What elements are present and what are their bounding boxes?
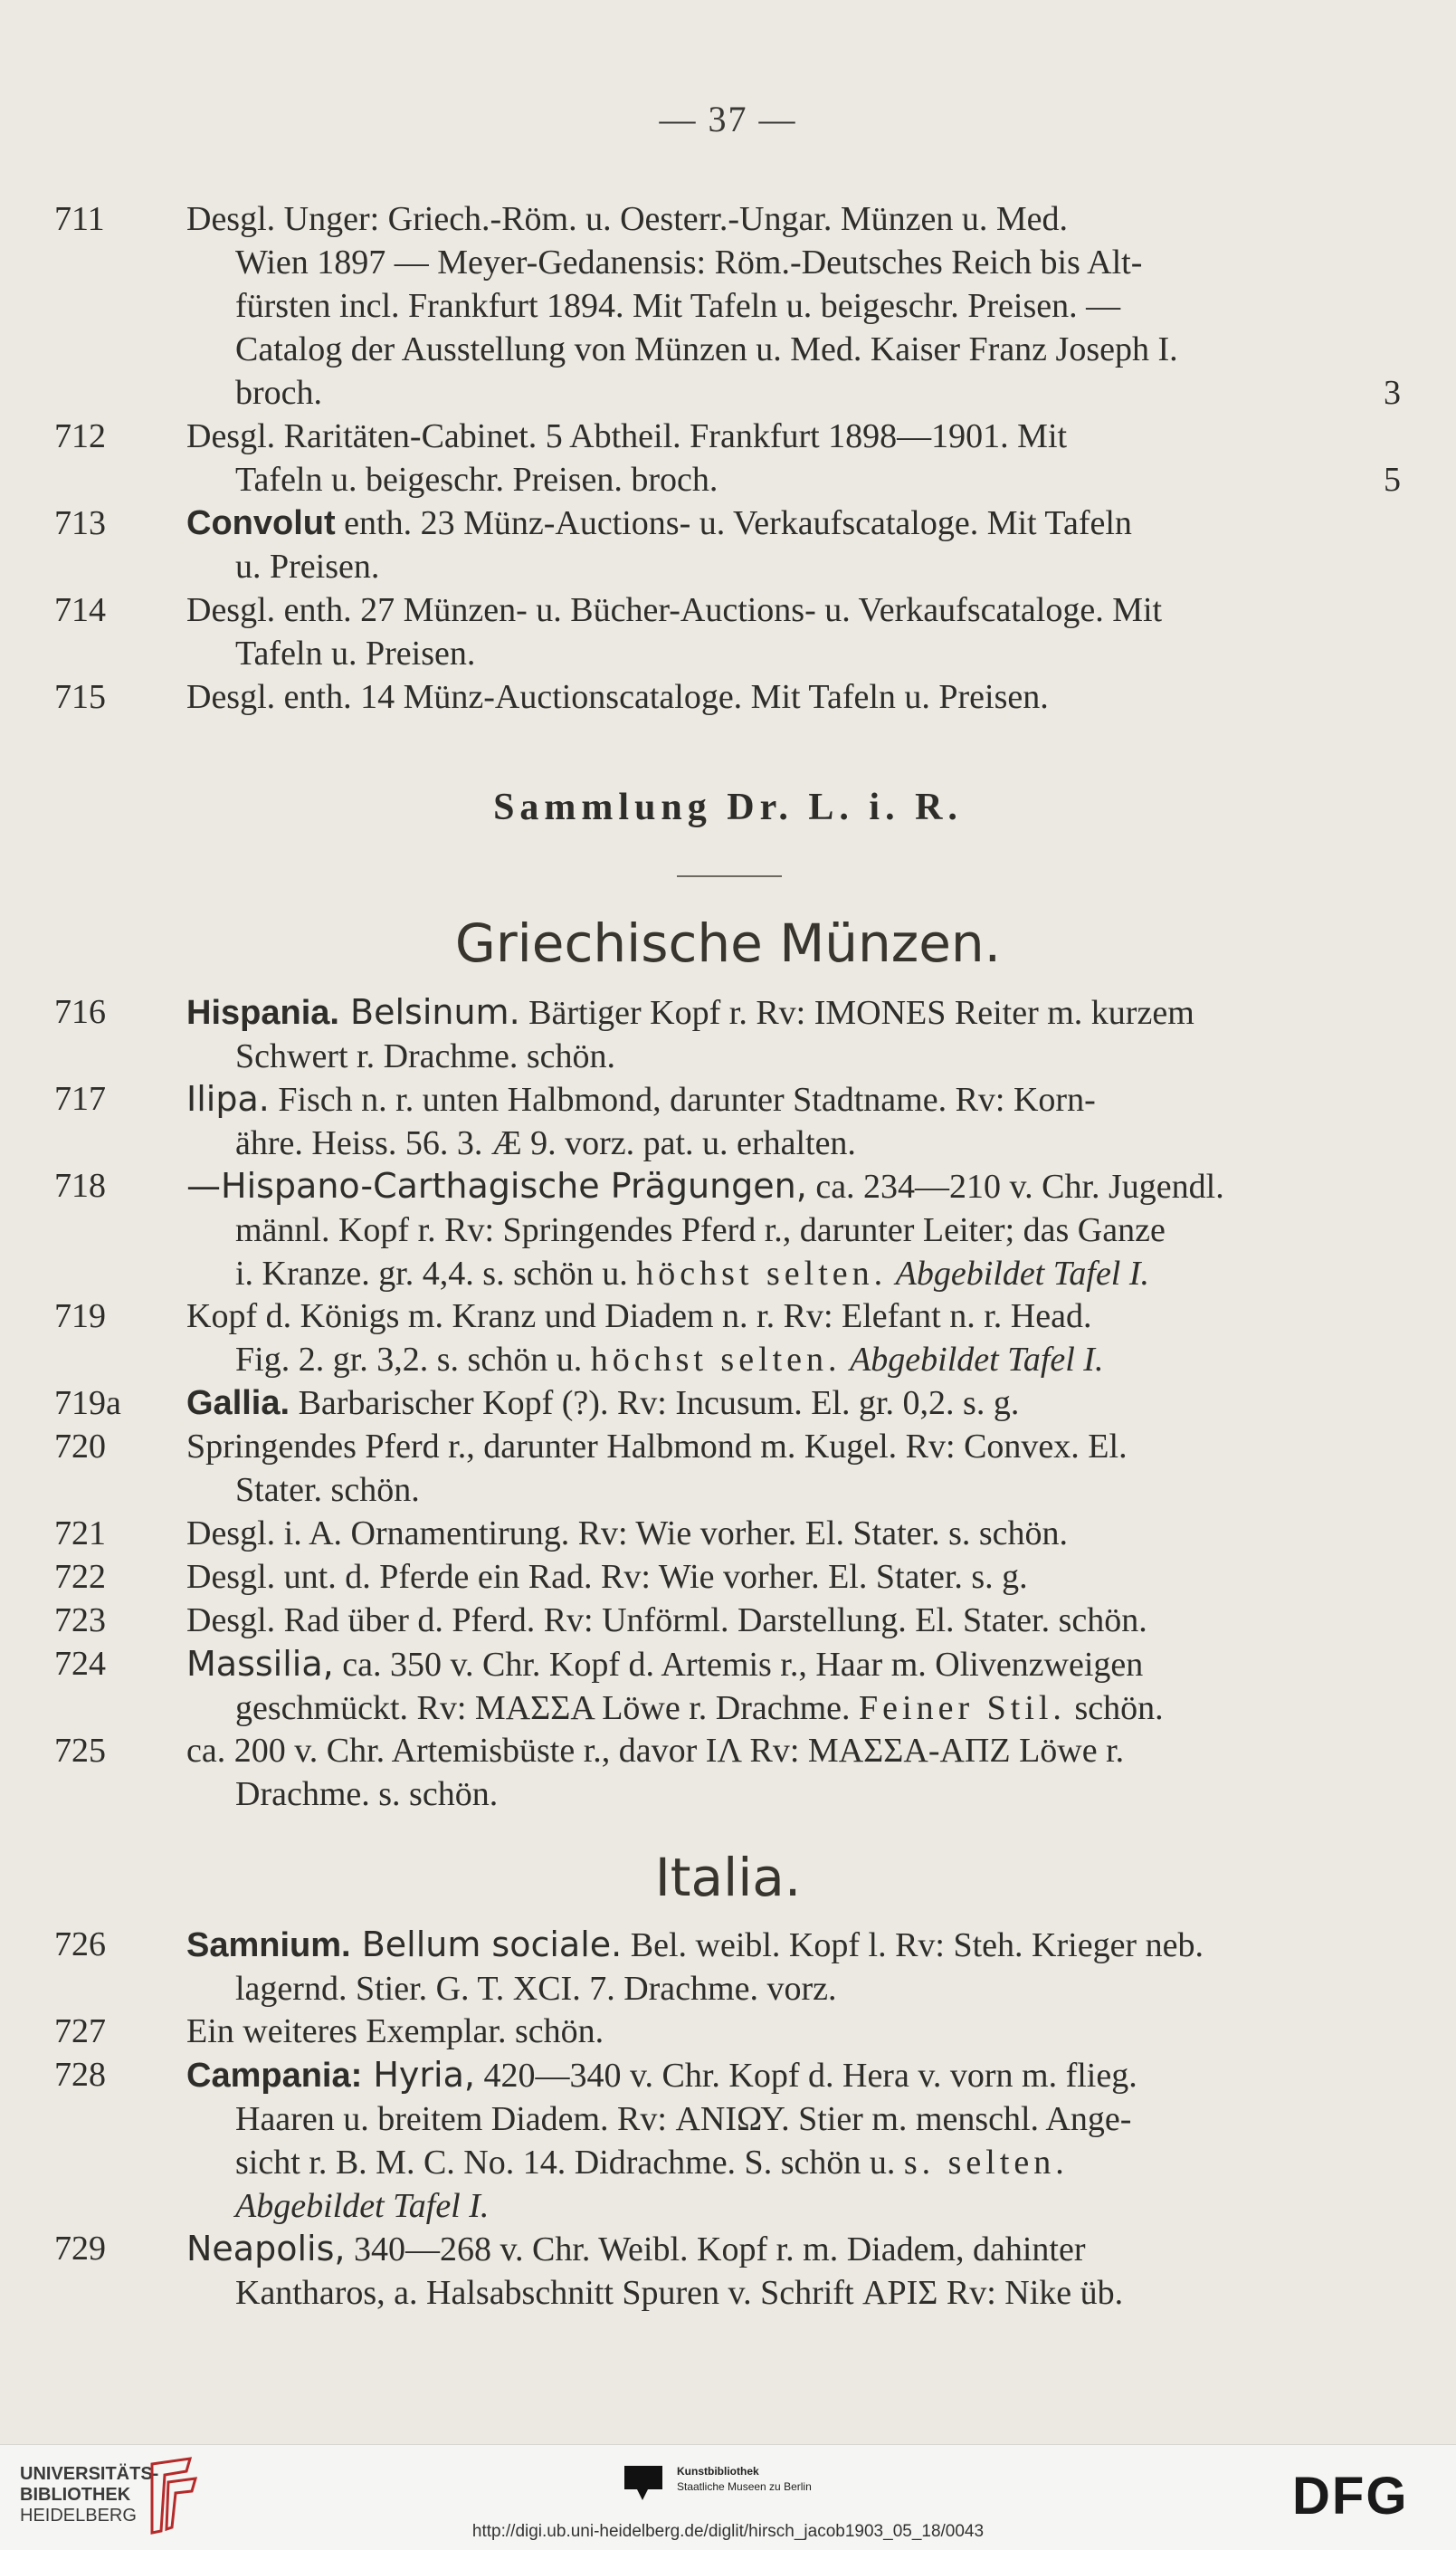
entry-number: 719a <box>54 1384 121 1422</box>
entry-line-text: Fisch n. r. unten Halbmond, darunter Stadtname. Rv: Korn- <box>269 1081 1096 1119</box>
entry-line <box>235 2271 1412 2315</box>
entry-line <box>186 1294 1412 1338</box>
entry-line-text: Schwert r. Drachme. schön. <box>235 1037 615 1075</box>
entry-line-text: fürsten incl. Frankfurt 1894. Mit Tafeln u. beigeschr. Preisen. — <box>235 287 1121 325</box>
entry-line-text: ca. 200 v. Chr. Artemisbüste r., davor ΙΛ Rv: ΜΑΣΣΑ-ΑΠΖ Löwe r. <box>186 1732 1125 1770</box>
entry-line-text: Desgl. i. A. Ornamentirung. Rv: Wie vorher. El. Stater. s. schön. <box>186 1514 1069 1552</box>
entry-number: 724 <box>54 1645 106 1683</box>
catalog-entry <box>54 1077 1412 1165</box>
catalog-entry <box>54 1425 1412 1512</box>
entry-line-text: Wien 1897 — Meyer-Gedanensis: Röm.-Deutsches Reich bis Alt- <box>235 244 1143 282</box>
entry-place: Hyria, <box>362 2055 475 2095</box>
entry-line <box>186 1381 1412 1425</box>
entry-text <box>186 675 1412 719</box>
entry-line-text: Haaren u. breitem Diadem. Rv: ΑΝΙΩΥ. Stier m. menschl. Ange- <box>235 2100 1132 2138</box>
entry-line-text: Bärtiger Kopf r. Rv: IMONES Reiter m. kurzem <box>519 994 1194 1032</box>
catalog-entry <box>54 990 1412 1078</box>
entry-number: 723 <box>54 1601 106 1639</box>
page-number: — 37 — <box>659 99 797 139</box>
catalog-entry <box>54 1923 1412 2010</box>
entry-text <box>186 197 1412 415</box>
entry-line <box>186 1599 1412 1642</box>
section-heading-italia: Italia. <box>654 1847 802 1908</box>
entry-line <box>235 1252 1412 1295</box>
entry-line <box>235 458 1412 501</box>
entry-line <box>186 501 1412 545</box>
heading-divider <box>677 875 782 877</box>
section-heading-greek: Griechische Münzen. <box>454 912 1002 974</box>
catalog-entry <box>54 1729 1412 1816</box>
entry-line-text: Barbarischer Kopf (?). Rv: Incusum. El. gr. 0,2. s. g. <box>290 1384 1020 1422</box>
entry-place: Ilipa. <box>186 1079 270 1119</box>
entry-line <box>186 1425 1412 1468</box>
entry-text <box>186 1294 1412 1381</box>
entry-line <box>235 241 1412 284</box>
entry-line-text: ca. 234—210 v. Chr. Jugendl. <box>806 1168 1224 1206</box>
entry-text <box>186 2053 1412 2228</box>
entry-place: Bellum sociale. <box>350 1924 623 1964</box>
entry-line-text: ca. 350 v. Chr. Kopf d. Artemis r., Haar m. Olivenzweigen <box>333 1646 1144 1684</box>
entry-line-text: Springendes Pferd r., darunter Halbmond m. Kugel. Rv: Convex. El. <box>186 1428 1128 1466</box>
catalog-entry <box>54 675 1412 719</box>
entry-text <box>186 1425 1412 1512</box>
entry-text <box>186 588 1412 675</box>
entry-line <box>235 1122 1412 1165</box>
catalog-entry <box>54 415 1412 501</box>
catalog-entry <box>54 1294 1412 1381</box>
entry-line-text: i. Kranze. gr. 4,4. s. schön u. <box>235 1255 637 1293</box>
catalog-entry <box>54 197 1412 415</box>
entry-line-text: Tafeln u. Preisen. <box>235 635 476 673</box>
entry-region: Campania: <box>186 2057 363 2095</box>
catalog-entry <box>54 1599 1412 1642</box>
entry-number: 727 <box>54 2012 106 2050</box>
entry-line <box>186 588 1412 632</box>
entry-number: 714 <box>54 591 106 629</box>
entry-line <box>186 197 1412 241</box>
entry-line <box>186 2053 1412 2097</box>
entry-text <box>186 1077 1412 1165</box>
collection-heading: Sammlung Dr. L. i. R. <box>493 787 963 828</box>
entry-line <box>235 545 1412 588</box>
entry-text <box>186 2010 1412 2053</box>
entry-text <box>186 1555 1412 1599</box>
entry-line <box>235 1772 1412 1816</box>
entry-line <box>186 1642 1412 1686</box>
entry-text <box>186 1923 1412 2010</box>
entry-region: Convolut <box>186 504 336 542</box>
entry-line <box>235 284 1412 328</box>
kunstbibliothek-logo-icon <box>621 2462 666 2502</box>
entry-line-text: lagernd. Stier. G. T. XCI. 7. Drachme. vorz. <box>235 1970 837 2008</box>
entry-line <box>235 328 1412 371</box>
entry-line-text: Desgl. Raritäten-Cabinet. 5 Abtheil. Frankfurt 1898—1901. Mit <box>186 417 1068 455</box>
entry-price: 5 <box>1384 461 1401 499</box>
entry-text <box>186 2227 1412 2315</box>
entry-line <box>235 2097 1412 2141</box>
entry-line <box>186 2227 1412 2271</box>
entry-line-text: Ein weiteres Exemplar. schön. <box>186 2012 604 2050</box>
entry-line <box>235 1967 1412 2010</box>
entry-line <box>186 1729 1412 1772</box>
entry-line-text: Desgl. enth. 14 Münz-Auctionscataloge. Mit Tafeln u. Preisen. <box>186 678 1049 716</box>
entry-line <box>186 990 1412 1035</box>
entry-line <box>235 1686 1412 1730</box>
entry-line-text: Desgl. enth. 27 Münzen- u. Bücher-Auctions- u. Verkaufscataloge. Mit <box>186 591 1163 629</box>
entry-line-text: geschmückt. Rv: ΜΑΣΣΑ Löwe r. Drachme. <box>235 1689 860 1727</box>
entry-line <box>186 2010 1412 2053</box>
catalog-entry <box>54 1512 1412 1555</box>
entry-text <box>186 1729 1412 1816</box>
entry-price: 3 <box>1384 374 1401 412</box>
entry-text <box>186 501 1412 588</box>
uni-logo-line3: HEIDELBERG <box>20 2506 137 2526</box>
entry-line-text: Kantharos, a. Halsabschnitt Spuren v. Schrift ΑΡΙΣ Rv: Nike üb. <box>235 2274 1124 2312</box>
entry-line-text: ähre. Heiss. 56. 3. Æ 9. vorz. pat. u. erhalten. <box>235 1124 856 1162</box>
entry-line <box>235 1208 1412 1252</box>
entry-number: 716 <box>54 993 106 1031</box>
entry-line-text: Catalog der Ausstellung von Münzen u. Med. Kaiser Franz Joseph I. <box>235 330 1178 368</box>
entry-line-text: enth. 23 Münz-Auctions- u. Verkaufscataloge. Mit Tafeln <box>335 504 1132 542</box>
entry-line <box>235 2141 1412 2184</box>
entry-line-text: Kopf d. Königs m. Kranz und Diadem n. r. Rv: Elefant n. r. Head. <box>186 1297 1092 1335</box>
entry-line <box>235 1338 1412 1381</box>
entry-line <box>235 2184 1412 2228</box>
entry-text <box>186 1599 1412 1642</box>
entry-line-text: Stater. schön. <box>235 1471 420 1509</box>
entry-number: 725 <box>54 1732 106 1770</box>
entry-line <box>235 632 1412 675</box>
entry-region: Gallia. <box>186 1384 290 1422</box>
entry-line-text: männl. Kopf r. Rv: Springendes Pferd r., darunter Leiter; das Ganze <box>235 1211 1166 1249</box>
entry-place: —Hispano-Carthagische Prägungen, <box>186 1166 807 1206</box>
entry-line-text: Drachme. s. schön. <box>235 1775 499 1813</box>
permalink-url[interactable]: http://digi.ub.uni-heidelberg.de/diglit/hirsch_jacob1903_05_18/0043 <box>471 2522 985 2541</box>
catalog-entry <box>54 501 1412 588</box>
entry-line <box>186 1164 1412 1208</box>
dfg-logo[interactable]: DFG <box>1292 2467 1409 2526</box>
entry-number: 717 <box>54 1080 106 1118</box>
catalog-entry <box>54 1164 1412 1295</box>
catalog-entry <box>54 1381 1412 1425</box>
entry-plate-ref: Abgebildet Tafel I. <box>895 1255 1150 1293</box>
entry-text <box>186 1642 1412 1730</box>
catalog-entry <box>54 2053 1412 2228</box>
catalog-entry <box>54 1642 1412 1730</box>
entry-text <box>186 1512 1412 1555</box>
entry-region: Hispania. <box>186 994 339 1032</box>
entry-text <box>186 415 1412 501</box>
entry-line-text: 340—268 v. Chr. Weibl. Kopf r. m. Diadem, dahinter <box>345 2230 1086 2268</box>
entry-line <box>186 1923 1412 1967</box>
entry-line-text: 420—340 v. Chr. Kopf d. Hera v. vorn m. flieg. <box>474 2057 1137 2095</box>
entry-rarity: s. selten. <box>903 2144 1069 2182</box>
entry-line <box>186 415 1412 458</box>
entry-text <box>186 990 1412 1078</box>
entry-number: 712 <box>54 417 106 455</box>
university-library-logo[interactable] <box>20 2464 158 2526</box>
kunstbibliothek-title: Kunstbibliothek <box>677 2465 759 2478</box>
uni-logo-line2: BIBLIOTHEK <box>20 2485 131 2505</box>
entry-rarity: höchst selten. <box>590 1341 842 1379</box>
entry-place: Belsinum. <box>338 992 520 1032</box>
entry-line <box>186 1555 1412 1599</box>
entry-number: 726 <box>54 1925 106 1963</box>
entry-number: 722 <box>54 1558 106 1596</box>
entry-number: 728 <box>54 2056 106 2094</box>
catalog-entry <box>54 2227 1412 2315</box>
entry-place: Massilia, <box>186 1644 334 1684</box>
entry-line-text: Desgl. Unger: Griech.-Röm. u. Oesterr.-Ungar. Münzen u. Med. <box>186 200 1069 238</box>
entry-place: Neapolis, <box>186 2229 346 2268</box>
entry-line <box>186 1077 1412 1122</box>
entry-number: 720 <box>54 1428 106 1466</box>
entry-line <box>186 1512 1412 1555</box>
entry-rarity: Feiner Stil. <box>859 1689 1066 1727</box>
entry-line-text: broch. <box>235 374 323 412</box>
entry-number: 721 <box>54 1514 106 1552</box>
entry-plate-ref: Abgebildet Tafel I. <box>850 1341 1104 1379</box>
entry-line <box>235 1468 1412 1512</box>
entry-region: Samnium. <box>186 1926 351 1964</box>
entry-line-text: Desgl. unt. d. Pferde ein Rad. Rv: Wie vorher. El. Stater. s. g. <box>186 1558 1028 1596</box>
entry-number: 719 <box>54 1297 106 1335</box>
uni-logo-line1: UNIVERSITÄTS- <box>20 2464 159 2484</box>
entry-line-text: Fig. 2. gr. 3,2. s. schön u. <box>235 1341 591 1379</box>
entry-tail: schön. <box>1065 1689 1164 1727</box>
entry-plate-ref: Abgebildet Tafel I. <box>235 2187 490 2225</box>
entry-text <box>186 1381 1412 1425</box>
entry-line <box>186 675 1412 719</box>
entry-number: 718 <box>54 1167 106 1205</box>
kunstbibliothek-subtitle: Staatliche Museen zu Berlin <box>677 2480 812 2493</box>
entry-number: 711 <box>54 200 105 238</box>
entry-line <box>235 1035 1412 1078</box>
entry-line-text: sicht r. B. M. C. No. 14. Didrachme. S. schön u. <box>235 2144 904 2182</box>
entry-line-text: Desgl. Rad über d. Pferd. Rv: Unförml. Darstellung. El. Stater. schön. <box>186 1601 1147 1639</box>
entry-number: 729 <box>54 2230 106 2268</box>
entry-text <box>186 1164 1412 1295</box>
entry-line <box>235 371 1412 415</box>
catalog-entry <box>54 588 1412 675</box>
entry-number: 713 <box>54 504 106 542</box>
entry-line-text: u. Preisen. <box>235 548 380 586</box>
kunstbibliothek-label <box>677 2464 812 2495</box>
entry-rarity: höchst selten. <box>636 1255 888 1293</box>
entry-line-text: Bel. weibl. Kopf l. Rv: Steh. Krieger neb. <box>622 1926 1204 1964</box>
catalog-entry <box>54 1555 1412 1599</box>
entry-number: 715 <box>54 678 106 716</box>
catalog-entry <box>54 2010 1412 2053</box>
entry-line-text: Tafeln u. beigeschr. Preisen. broch. <box>235 461 718 499</box>
